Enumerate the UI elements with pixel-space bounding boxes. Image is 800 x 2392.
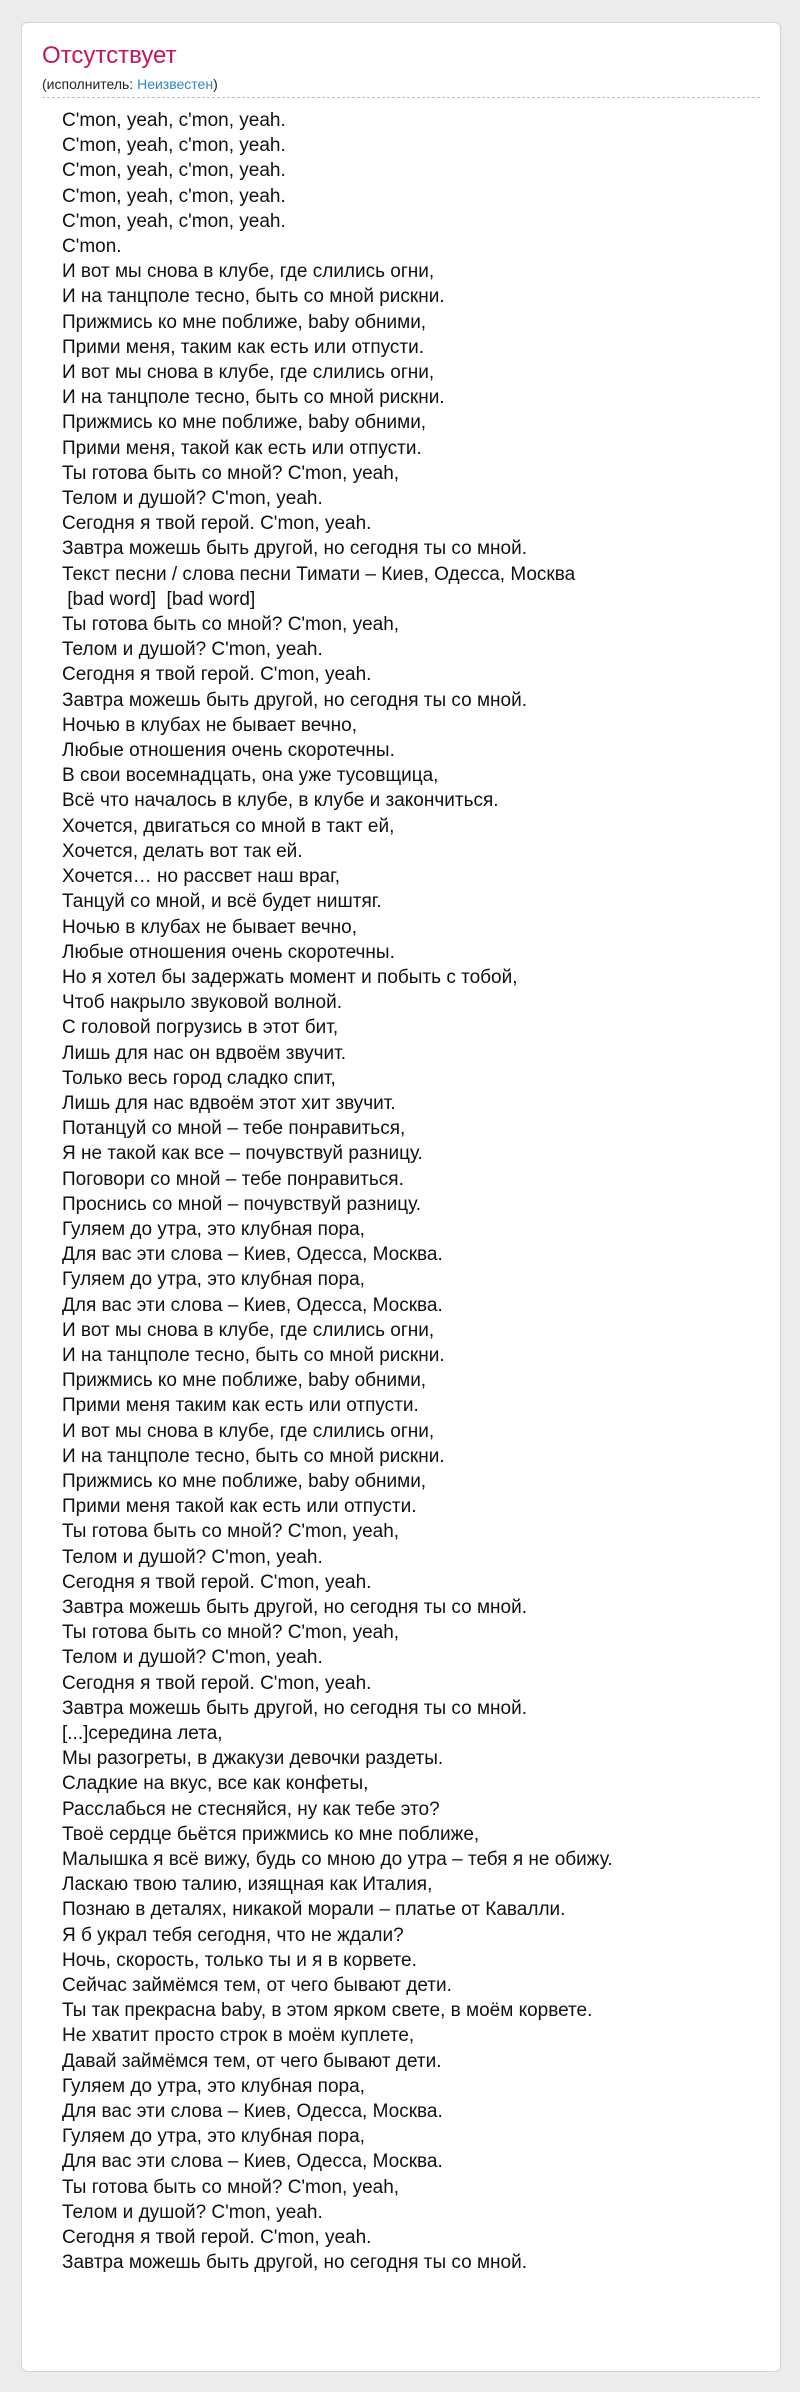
lyric-line: Завтра можешь быть другой, но сегодня ты со мной. <box>62 538 527 560</box>
lyric-line: C'mon, yeah, c'mon, yeah. <box>62 110 286 131</box>
lyric-line: C'mon. <box>62 236 122 258</box>
lyric-line: В свои восемнадцать, она уже тусовщица, <box>62 765 439 787</box>
lyric-line: И вот мы снова в клубе, где слились огни, <box>62 261 435 283</box>
lyric-line: Потанцуй со мной – тебе понравиться, <box>62 1118 406 1140</box>
lyric-line: Для вас эти слова – Киев, Одесса, Москва. <box>62 2101 443 2123</box>
artist-link[interactable]: Неизвестен <box>137 76 214 92</box>
lyric-line: Лишь для нас вдвоём этот хит звучит. <box>62 1092 396 1114</box>
lyric-line: Малышка я всё вижу, будь со мною до утра – тебя я не обижу. <box>62 1849 613 1871</box>
lyric-line: C'mon, yeah, c'mon, yeah. <box>62 135 286 157</box>
lyric-line: Гуляем до утра, это клубная пора, <box>62 1269 365 1291</box>
lyric-line: Ты готова быть со мной? C'mon, yeah, <box>62 2176 400 2198</box>
lyric-line: И на танцполе тесно, быть со мной рискни. <box>62 1445 445 1467</box>
lyric-line: Я б украл тебя сегодня, что не ждали? <box>62 1924 404 1946</box>
lyric-line: Танцуй со мной, и всё будет ништяг. <box>62 891 382 913</box>
lyric-line: Хочется… но рассвет наш враг, <box>62 866 340 888</box>
lyric-line: Хочется, двигаться со мной в такт ей, <box>62 815 395 837</box>
lyric-line: Телом и душой? C'mon, yeah. <box>62 1546 323 1568</box>
lyric-line: Текст песни / слова песни Тимати – Киев, Одесса, Москва <box>62 563 576 585</box>
lyric-line: [bad word] [bad word] <box>62 588 256 610</box>
lyric-line: Для вас эти слова – Киев, Одесса, Москва. <box>62 2151 443 2173</box>
lyric-line: Сегодня я твой герой. C'mon, yeah. <box>62 1571 372 1593</box>
lyric-line: И на танцполе тесно, быть со мной рискни. <box>62 1344 445 1366</box>
lyric-line: Сегодня я твой герой. C'mon, yeah. <box>62 664 372 686</box>
lyric-line: Прижмись ко мне поближе, baby обними, <box>62 412 427 434</box>
lyric-line: Гуляем до утра, это клубная пора, <box>62 2126 365 2148</box>
lyric-line: Телом и душой? C'mon, yeah. <box>62 488 323 510</box>
lyric-line: Любые отношения очень скоротечны. <box>62 941 395 963</box>
lyric-line: Но я хотел бы задержать момент и побыть с тобой, <box>62 966 518 988</box>
lyric-line: Завтра можешь быть другой, но сегодня ты со мной. <box>62 689 527 711</box>
lyric-line: Прими меня таким как есть или отпусти. <box>62 1395 419 1417</box>
lyric-line: Сегодня я твой герой. C'mon, yeah. <box>62 513 372 535</box>
lyrics-card <box>21 22 781 2372</box>
lyric-line: Ты готова быть со мной? C'mon, yeah, <box>62 462 400 484</box>
artist-prefix: (исполнитель: <box>42 76 138 92</box>
lyric-line: Для вас эти слова – Киев, Одесса, Москва. <box>62 1294 443 1316</box>
lyric-line: Хочется, делать вот так ей. <box>62 840 303 862</box>
lyric-line: Телом и душой? C'mon, yeah. <box>62 639 323 661</box>
lyric-line: С головой погрузись в этот бит, <box>62 1017 339 1039</box>
lyric-line: Поговори со мной – тебе понравиться. <box>62 1168 404 1190</box>
lyric-line: Прими меня, такой как есть или отпусти. <box>62 437 422 459</box>
lyric-line: [...]середина лета, <box>62 1723 223 1744</box>
lyric-line: И вот мы снова в клубе, где слились огни, <box>62 362 435 384</box>
lyric-line: Сегодня я твой герой. C'mon, yeah. <box>62 2227 372 2249</box>
lyric-line: Завтра можешь быть другой, но сегодня ты со мной. <box>62 2252 527 2274</box>
lyric-line: Сладкие на вкус, все как конфеты, <box>62 1773 369 1795</box>
song-title: Отсутствует <box>42 42 177 69</box>
lyric-line: Завтра можешь быть другой, но сегодня ты со мной. <box>62 1596 527 1618</box>
lyric-line: Гуляем до утра, это клубная пора, <box>62 2075 365 2097</box>
lyric-line: Завтра можешь быть другой, но сегодня ты со мной. <box>62 1697 527 1719</box>
lyric-line: Прими меня, таким как есть или отпусти. <box>62 336 425 358</box>
lyric-line: И на танцполе тесно, быть со мной рискни. <box>62 387 445 409</box>
lyric-line: Расслабься не стесняйся, ну как тебе это? <box>62 1798 440 1820</box>
lyric-line: Только весь город сладко спит, <box>62 1067 336 1089</box>
lyric-line: Сегодня я твой герой. C'mon, yeah. <box>62 1672 372 1694</box>
lyric-line: Познаю в деталях, никакой морали – платье от Кавалли. <box>62 1899 566 1921</box>
lyrics-text <box>62 108 760 2275</box>
lyric-line: Не хватит просто строк в моём куплете, <box>62 2025 415 2047</box>
lyric-line: C'mon, yeah, c'mon, yeah. <box>62 160 286 182</box>
lyric-line: Чтоб накрыло звуковой волной. <box>62 992 343 1014</box>
artist-suffix: ) <box>213 76 218 92</box>
lyric-line: Ты готова быть со мной? C'mon, yeah, <box>62 1521 400 1543</box>
artist-row <box>42 75 760 98</box>
lyric-line: Проснись со мной – почувствуй разницу. <box>62 1193 421 1215</box>
lyric-line: Ночью в клубах не бывает вечно, <box>62 916 357 938</box>
lyric-line: Ты готова быть со мной? C'mon, yeah, <box>62 614 400 636</box>
lyric-line: Ночь, скорость, только ты и я в корвете. <box>62 1949 417 1971</box>
lyric-line: Прими меня такой как есть или отпусти. <box>62 1496 417 1518</box>
lyric-line: Ты готова быть со мной? C'mon, yeah, <box>62 1622 400 1644</box>
lyric-line: И на танцполе тесно, быть со мной рискни. <box>62 286 445 308</box>
lyric-line: Телом и душой? C'mon, yeah. <box>62 2201 323 2223</box>
lyric-line: Для вас эти слова – Киев, Одесса, Москва. <box>62 1244 443 1266</box>
lyric-line: Мы разогреты, в джакузи девочки раздеты. <box>62 1748 444 1770</box>
lyric-line: Всё что началось в клубе, в клубе и закончиться. <box>62 790 499 812</box>
lyric-line: Ночью в клубах не бывает вечно, <box>62 714 357 736</box>
lyric-line: Я не такой как все – почувствуй разницу. <box>62 1143 423 1165</box>
lyric-line: Прижмись ко мне поближе, baby обними, <box>62 311 427 333</box>
lyric-line: Давай займёмся тем, от чего бывают дети. <box>62 2050 442 2072</box>
lyric-line: Телом и душой? C'mon, yeah. <box>62 1647 323 1669</box>
lyric-line: Лишь для нас он вдвоём звучит. <box>62 1042 347 1064</box>
lyric-line: Прижмись ко мне поближе, baby обними, <box>62 1470 427 1492</box>
lyric-line: Ласкаю твою талию, изящная как Италия, <box>62 1874 433 1896</box>
lyric-line: Сейчас займёмся тем, от чего бывают дети. <box>62 1975 452 1997</box>
lyric-line: Прижмись ко мне поближе, baby обними, <box>62 1370 427 1392</box>
lyric-line: Любые отношения очень скоротечны. <box>62 740 395 762</box>
lyric-line: Гуляем до утра, это клубная пора, <box>62 1218 365 1240</box>
lyric-line: Твоё сердце бьётся прижмись ко мне поближе, <box>62 1823 480 1845</box>
lyric-line: И вот мы снова в клубе, где слились огни, <box>62 1420 435 1442</box>
lyric-line: Ты так прекрасна baby, в этом ярком свете, в моём корвете. <box>62 2000 593 2022</box>
lyric-line: C'mon, yeah, c'mon, yeah. <box>62 210 286 232</box>
lyric-line: И вот мы снова в клубе, где слились огни, <box>62 1319 435 1341</box>
lyric-line: C'mon, yeah, c'mon, yeah. <box>62 185 286 207</box>
